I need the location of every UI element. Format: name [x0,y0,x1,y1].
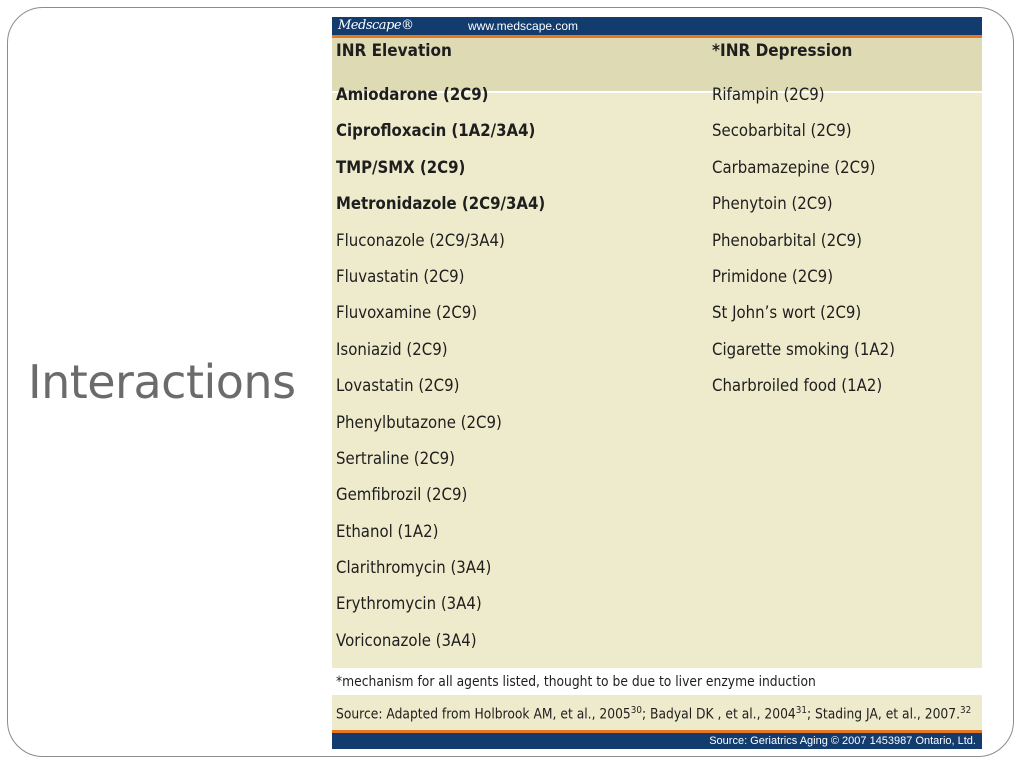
inr-depression-item: St John’s wort (2C9) [712,303,862,324]
inr-elevation-item: Gemfibrozil (2C9) [336,485,468,506]
inr-elevation-item: Voriconazole (3A4) [336,630,477,651]
inr-elevation-item: Phenylbutazone (2C9) [336,412,502,433]
ref-superscript: 32 [960,705,972,716]
inr-depression-item: Phenytoin (2C9) [712,194,833,215]
inr-elevation-list [336,83,574,665]
inr-depression-list [712,83,920,411]
inr-elevation-item: Metronidazole (2C9/3A4) [336,194,546,215]
inr-depression-item: Rifampin (2C9) [712,85,825,105]
inr-depression-item: Primidone (2C9) [712,266,834,287]
inr-elevation-item: Lovastatin (2C9) [336,376,460,397]
inr-depression-item: Secobarbital (2C9) [712,121,852,142]
inr-depression-item: Cigarette smoking (1A2) [712,339,895,360]
source-citation [336,705,971,723]
ref-superscript: 30 [630,705,642,716]
medscape-logo: Medscape® [338,18,414,33]
inr-elevation-item: Fluconazole (2C9/3A4) [336,230,505,251]
footnote-text: *mechanism for all agents listed, thought to be due to liver enzyme induction [336,674,816,690]
figure-credit: Source: Geriatrics Aging © 2007 1453987 Ontario, Ltd. [709,735,976,747]
inr-depression-item: Carbamazepine (2C9) [712,157,876,178]
ref-superscript: 31 [795,705,807,716]
drug-interaction-figure [332,17,982,749]
inr-elevation-item: Clarithromycin (3A4) [336,558,492,579]
slide-title: Interactions [28,355,296,409]
site-url: www.medscape.com [468,19,579,33]
inr-elevation-item: TMP/SMX (2C9) [336,157,466,178]
figure-header-bar [332,17,982,38]
source-mid: ; Stading JA, et al., 2007. [806,706,961,723]
figure-footer-bar [332,730,982,749]
inr-depression-item: Phenobarbital (2C9) [712,230,862,251]
inr-elevation-item: Ethanol (1A2) [336,521,439,542]
inr-elevation-item: Ciprofloxacin (1A2/3A4) [336,121,536,142]
inr-elevation-item: Amiodarone (2C9) [336,85,489,105]
inr-depression-item: Charbroiled food (1A2) [712,376,883,397]
inr-depression-header: *INR Depression [712,41,853,61]
source-mid: ; Badyal DK , et al., 2004 [641,706,796,723]
inr-elevation-item: Erythromycin (3A4) [336,594,482,615]
inr-elevation-item: Isoniazid (2C9) [336,339,448,360]
inr-elevation-item: Fluvoxamine (2C9) [336,303,478,324]
source-prefix: Source: Adapted from Holbrook AM, et al., 2005 [336,706,631,723]
inr-elevation-item: Sertraline (2C9) [336,448,455,469]
inr-elevation-item: Fluvastatin (2C9) [336,266,465,287]
inr-elevation-header: INR Elevation [336,41,452,61]
